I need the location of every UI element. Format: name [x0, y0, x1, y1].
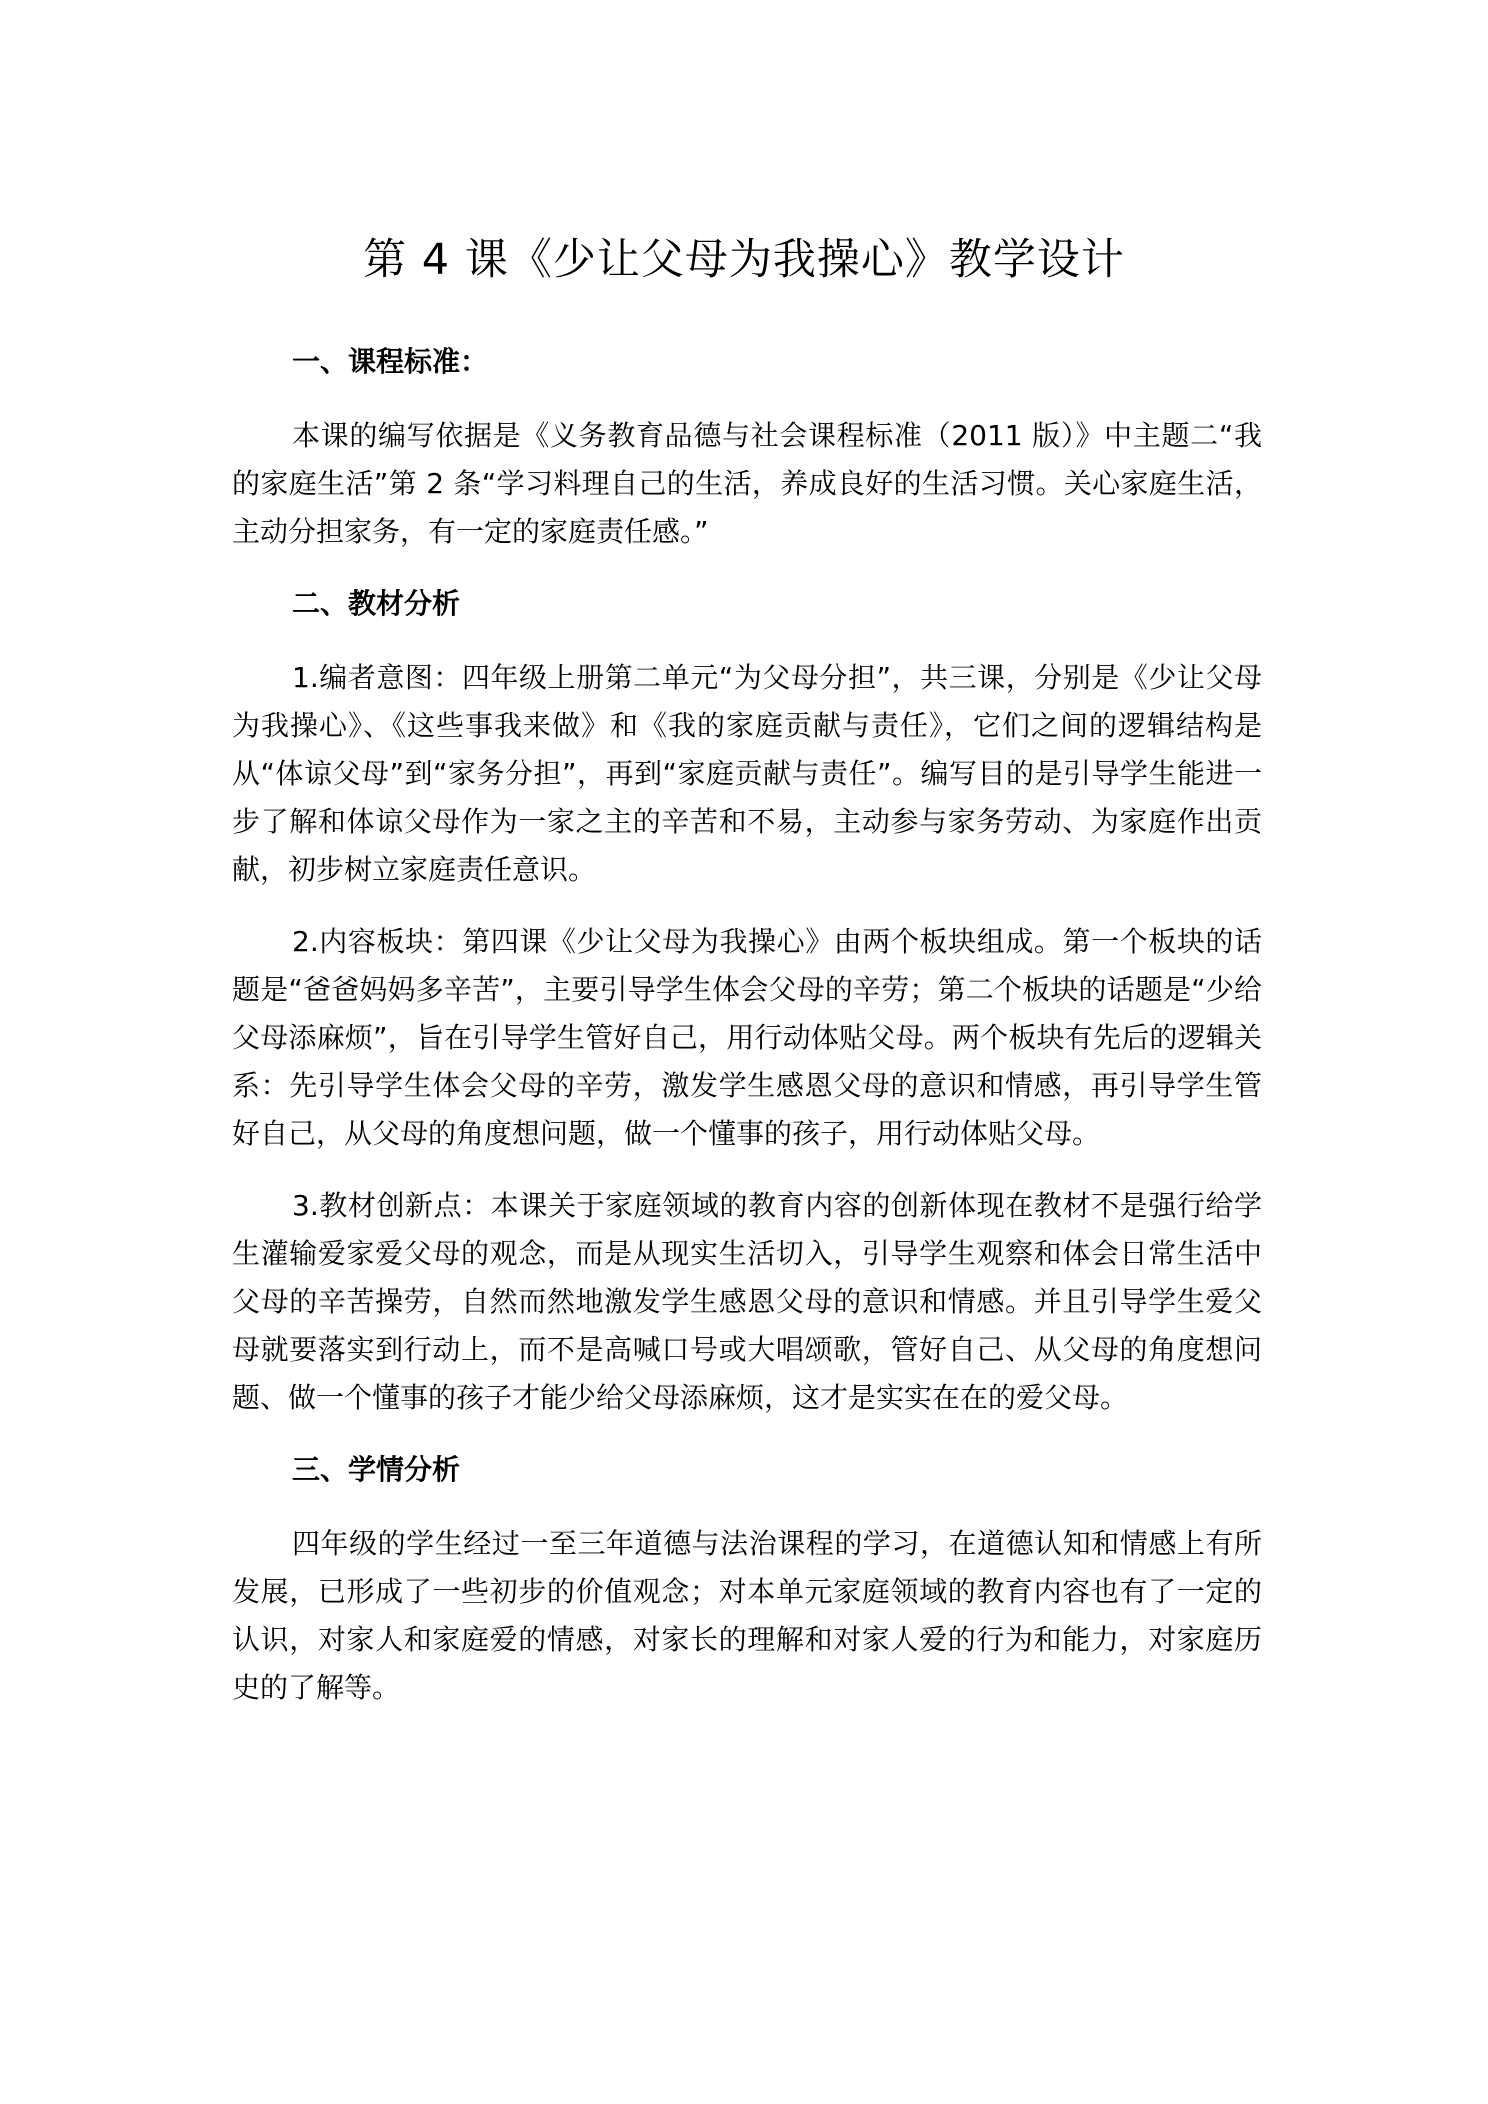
section-heading: 一、课程标准： — [292, 345, 489, 378]
section-student-analysis — [232, 1446, 1262, 1712]
paragraph: 2.内容板块：第四课《少让父母为我操心》由两个板块组成。第一个板块的话题是“爸爸妈妈多辛苦”，主要引导学生体会父母的辛劳；第二个板块的话题是“少给父母添麻烦”，旨在引导学生管好自己，用行动体贴父母。两个板块有先后的逻辑关系：先引导学生体会父母的辛劳，激发学生感恩父母的意识和情感，再引导学生管好自己，从父母的角度想问题，做一个懂事的孩子，用行动体贴父母。 — [232, 925, 1262, 1150]
section-curriculum-standard — [232, 338, 1262, 580]
paragraph: 本课的编写依据是《义务教育品德与社会课程标准（2011 版）》中主题二“我的家庭生活”第 2 条“学习料理自己的生活，养成良好的生活习惯。关心家庭生活，主动分担家务，有一定的家庭责任感。” — [232, 419, 1262, 548]
paragraph: 四年级的学生经过一至三年道德与法治课程的学习，在道德认知和情感上有所发展，已形成了一些初步的价值观念；对本单元家庭领域的教育内容也有了一定的认识，对家人和家庭爱的情感，对家长的理解和对家人爱的行为和能力，对家庭历史的了解等。 — [232, 1527, 1262, 1704]
section-heading: 三、学情分析 — [292, 1453, 461, 1486]
document-body — [232, 338, 1262, 1712]
document-title: 第 4 课《少让父母为我操心》教学设计 — [363, 235, 1125, 285]
paragraph: 3.教材创新点：本课关于家庭领域的教育内容的创新体现在教材不是强行给学生灌输爱家爱父母的观念，而是从现实生活切入，引导学生观察和体会日常生活中父母的辛苦操劳，自然而然地激发学生感恩父母的意识和情感。并且引导学生爱父母就要落实到行动上，而不是高喊口号或大唱颂歌，管好自己、从父母的角度想问题、做一个懂事的孩子才能少给父母添麻烦，这才是实实在在的爱父母。 — [232, 1189, 1262, 1414]
section-heading: 二、教材分析 — [292, 587, 461, 620]
section-textbook-analysis — [232, 580, 1262, 1446]
paragraph: 1.编者意图：四年级上册第二单元“为父母分担”，共三课，分别是《少让父母为我操心》、《这些事我来做》和《我的家庭贡献与责任》，它们之间的逻辑结构是从“体谅父母”到“家务分担”，再到“家庭贡献与责任”。编写目的是引导学生能进一步了解和体谅父母作为一家之主的辛苦和不易，主动参与家务劳动、为家庭作出贡献，初步树立家庭责任意识。 — [232, 661, 1262, 886]
